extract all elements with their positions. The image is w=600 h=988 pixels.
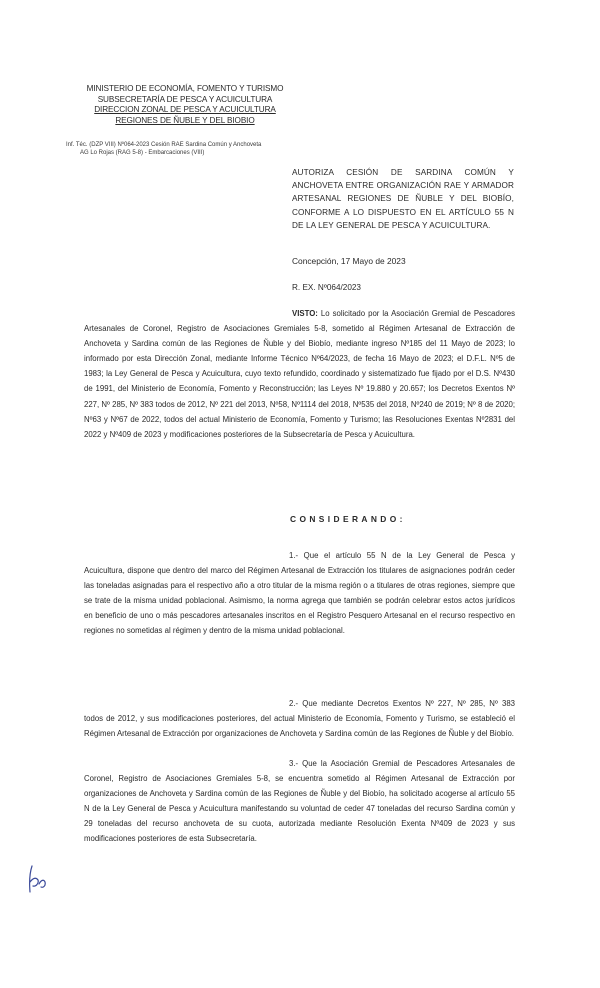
considerando-3: 3.- Que la Asociación Gremial de Pescadores Artesanales de Coronel, Registro de Asociaciones Gremiales 5-8, se encuentra sometido al Régimen Artesanal de Extracción por organizaciones de Anchoveta y Sardina común de las Regiones de Ñuble y del Biobío, ha solicitado acogerse al artículo 55 N de la Ley General de Pesca y Acuicultura manifestando su voluntad de ceder 47 toneladas del recurso Sardina común y 29 toneladas del recurso anchoveta de su cuota, autorizada mediante Resolución Exenta Nº409 de 2023 y sus modificaciones posteriores de esta Subsecretaría. xyxy=(84,759,515,844)
technical-report-reference xyxy=(66,141,261,157)
considerando-1: 1.- Que el artículo 55 N de la Ley General de Pesca y Acuicultura, dispone que dentro del marco del Régimen Artesanal de Extracción los titulares de asignaciones podrán ceder las toneladas asignadas para el respectivo año a otro titular de la misma región o a titulares de otras regiones, siempre que se trate de la misma unidad poblacional. Asimismo, la norma agrega que también se podrán celebrar estos actos jurídicos en beneficio de uno o más pescadores artesanales inscritos en el Registro Pesquero Artesanal en el recurso respectivo en regiones no sometidas al régimen y dentro de la misma unidad poblacional. xyxy=(84,551,515,636)
resolution-subject: AUTORIZA CESIÓN DE SARDINA COMÚN Y ANCHOVETA ENTRE ORGANIZACIÓN RAE Y ARMADOR ARTESANAL REGIONES DE ÑUBLE Y DEL BIOBÍO, CONFORME A LO DISPUESTO EN EL ARTÍCULO 55 N DE LA LEY GENERAL DE PESCA Y ACUICULTURA. xyxy=(292,168,514,230)
visto-text xyxy=(84,306,515,442)
institution-header xyxy=(80,84,290,126)
reference-line-1: Inf. Téc. (DZP VIII) Nº064-2023 Cesión RAE Sardina Común y Anchoveta xyxy=(66,142,262,148)
handwritten-initials-signature xyxy=(26,862,50,898)
resolution-number: R. EX. Nº064/2023 xyxy=(292,283,361,292)
reference-line-2: AG Lo Rojas (RAG 5-8) - Embarcaciones (VIII) xyxy=(80,150,205,156)
header-subsecretariat: SUBSECRETARÍA DE PESCA Y ACUICULTURA xyxy=(97,94,273,104)
visto-paragraph xyxy=(84,306,515,442)
header-ministry: MINISTERIO DE ECONOMÍA, FOMENTO Y TURISMO xyxy=(86,84,284,93)
header-direction: DIRECCION ZONAL DE PESCA Y ACUICULTURA xyxy=(94,105,276,115)
considerando-2: 2.- Que mediante Decretos Exentos Nº 227, Nº 285, Nº 383 todos de 2012, y sus modificaciones posteriores, del actual Ministerio de Economía, Fomento y Turismo, se estableció el Régimen Artesanal de Extracción por organizaciones de Anchoveta y Sardina común de las Regiones de Ñuble y del Biobío. xyxy=(84,699,515,739)
visto-label: VISTO: xyxy=(292,309,318,318)
header-regions: REGIONES DE ÑUBLE Y DEL BIOBIO xyxy=(115,115,255,125)
considerando-heading: CONSIDERANDO: xyxy=(290,514,406,524)
resolution-date: Concepción, 17 Mayo de 2023 xyxy=(292,256,406,266)
visto-body: Lo solicitado por la Asociación Gremial de Pescadores Artesanales de Coronel, Registro de Asociaciones Gremiales 5-8, sometido al Régimen Artesanal de Extracción de Anchoveta y Sardina común de las Regiones de Ñuble y del Biobío, mediante ingreso Nº185 del 11 Mayo de 2023; lo informado por esta Dirección Zonal, mediante Informe Técnico Nº64/2023, de fecha 16 Mayo de 2023; el D.F.L. Nº5 de 1983; la Ley General de Pesca y Acuicultura, cuyo texto refundido, coordinado y sistematizado fue fijado por el D.S. Nº430 de 1991, del Ministerio de Economía, Fomento y Reconstrucción; las Leyes Nº 19.880 y 20.657; los Decretos Exentos Nº 227, Nº 285, Nº 383 todos de 2012, Nº 221 del 2013, Nº58, Nº1114 del 2018, Nº535 del 2018, Nº240 de 2019; Nº 8 de 2020; Nº63 y Nº67 de 2022, todos del actual Ministerio de Economía, Fomento y Turismo; las Resoluciones Exentas Nº2831 del 2022 y Nº409 de 2023 y modificaciones posteriores de la Subsecretaría de Pesca y Acuicultura. xyxy=(84,309,515,439)
